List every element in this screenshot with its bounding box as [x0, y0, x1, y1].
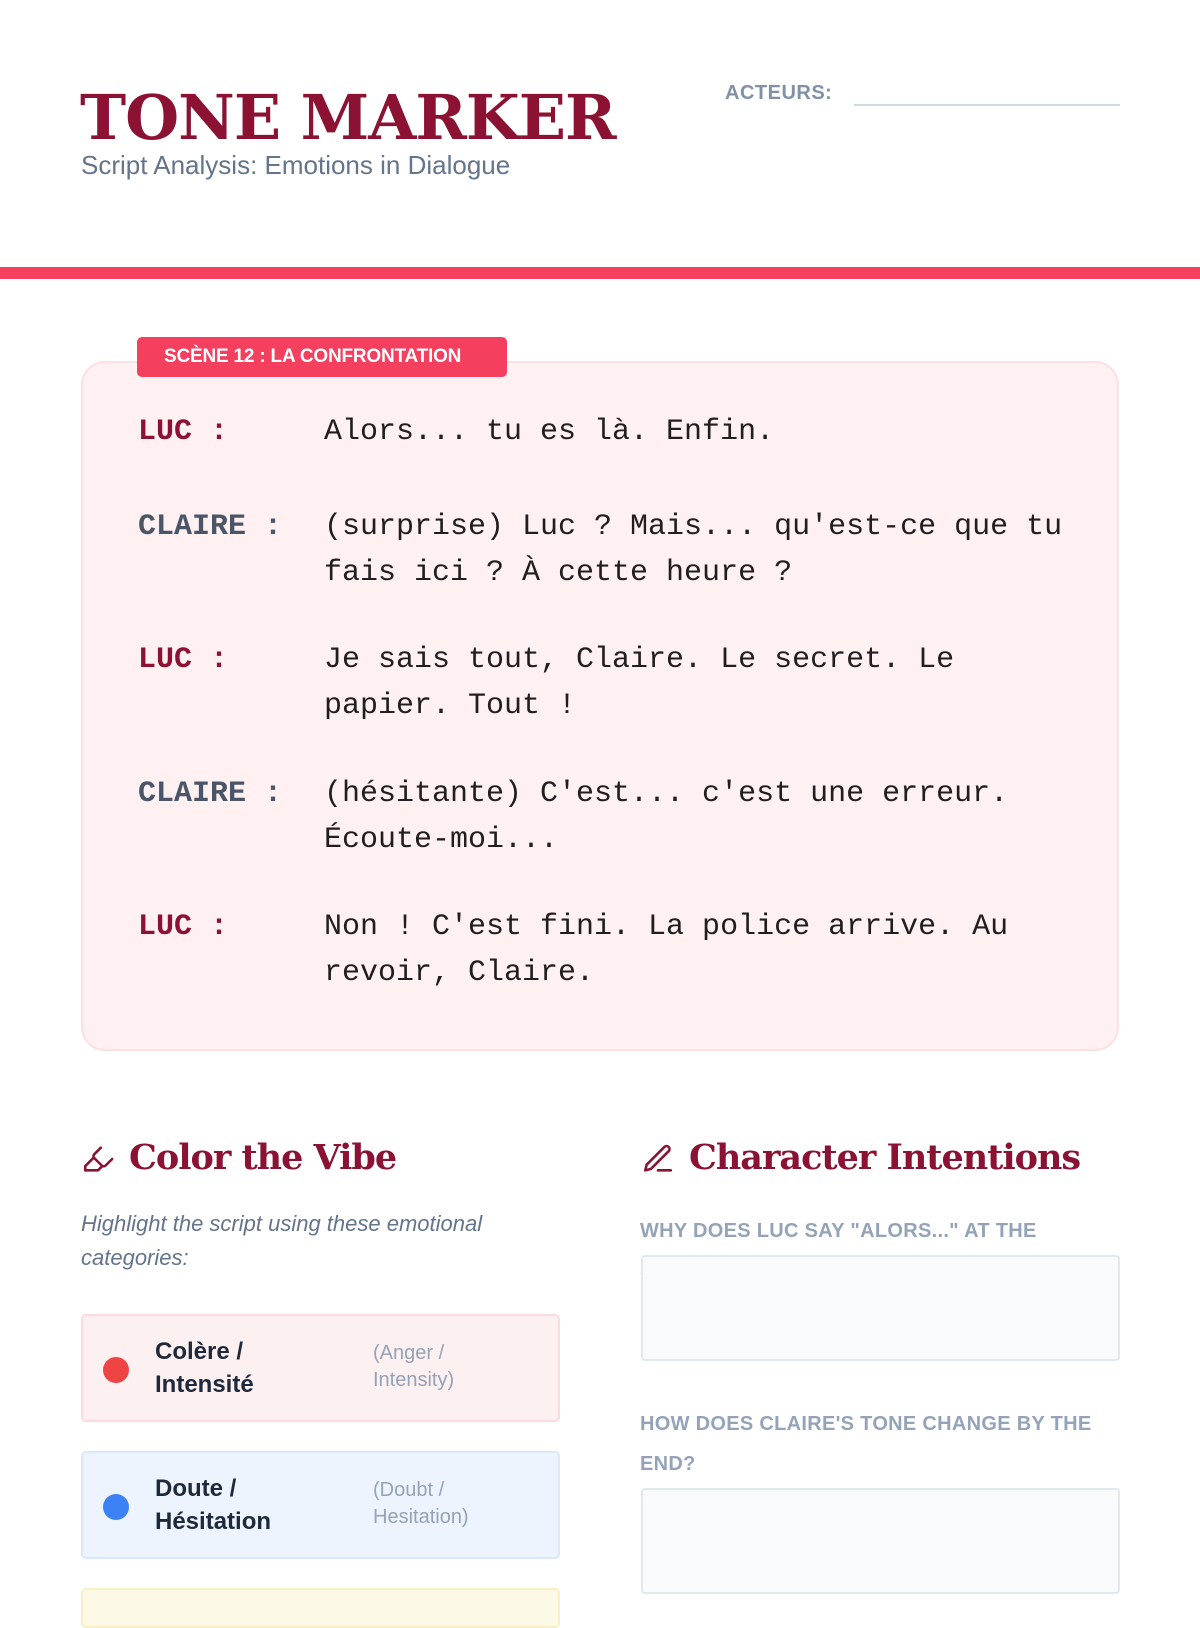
section-heading-text: Character Intentions — [689, 1137, 1081, 1178]
dialogue-text: Alors... tu es là. Enfin. — [324, 415, 775, 449]
answer-box[interactable] — [641, 1488, 1120, 1594]
category-card-partial — [81, 1588, 560, 1628]
speaker-name: CLAIRE : — [138, 777, 283, 811]
speaker-name: LUC : — [138, 415, 229, 449]
question-label: HOW DOES CLAIRE'S TONE CHANGE BY THE END? — [640, 1413, 1092, 1475]
highlighter-icon — [81, 1142, 115, 1176]
category-translation: (Anger / Intensity) — [373, 1342, 455, 1391]
category-card-anger — [81, 1314, 560, 1422]
answer-box[interactable] — [641, 1255, 1120, 1361]
header-divider — [0, 267, 1200, 279]
question-label: WHY DOES LUC SAY "ALORS..." AT THE — [640, 1220, 1037, 1242]
category-card-doubt — [81, 1451, 560, 1559]
speaker-name: LUC : — [138, 910, 229, 944]
actors-input-line[interactable] — [854, 104, 1120, 106]
pen-icon — [641, 1142, 675, 1176]
dialogue-text: Je sais tout, Claire. Le secret. Le papier. Tout ! — [324, 643, 955, 723]
blue-dot-icon — [103, 1494, 129, 1520]
dialogue-text: (surprise) Luc ? Mais... qu'est-ce que tu fais ici ? À cette heure ? — [324, 510, 1063, 590]
page-title: TONE MARKER — [80, 81, 616, 154]
speaker-name: CLAIRE : — [138, 510, 283, 544]
section-heading-text: Color the Vibe — [129, 1137, 397, 1178]
speaker-name: LUC : — [138, 643, 229, 677]
page-subtitle: Script Analysis: Emotions in Dialogue — [81, 150, 511, 180]
scene-tag: SCÈNE 12 : LA CONFRONTATION — [137, 337, 507, 377]
highlight-instruction: Highlight the script using these emotional categories: — [81, 1211, 483, 1270]
dialogue-text: Non ! C'est fini. La police arrive. Au revoir, Claire. — [324, 910, 1009, 990]
dialogue-text: (hésitante) C'est... c'est une erreur. Écoute-moi... — [324, 777, 1009, 857]
actors-label: ACTEURS: — [725, 82, 833, 104]
red-dot-icon — [103, 1357, 129, 1383]
category-name: Doute / Hésitation — [155, 1475, 272, 1535]
category-translation: (Doubt / Hesitation) — [373, 1479, 469, 1528]
category-name: Colère / Intensité — [155, 1338, 254, 1398]
